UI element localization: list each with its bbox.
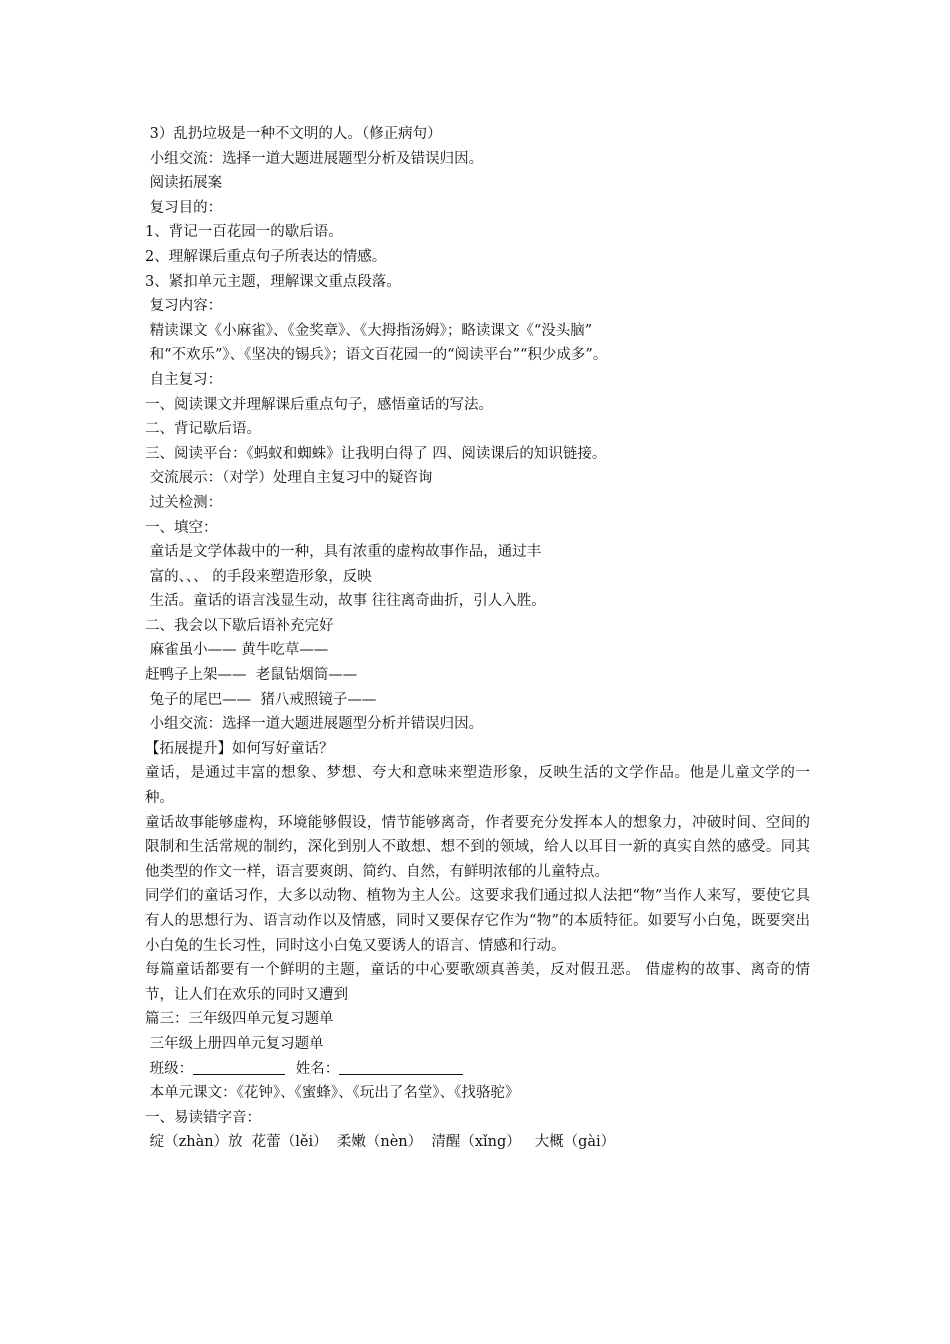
text-line-15: 交流展示：（对学）处理自主复习中的疑咨询 xyxy=(145,470,433,487)
text-line-9: 精读课文《小麻雀》、《金奖章》、《大拇指汤姆》；略读课文《“没头脑” xyxy=(145,322,593,339)
paragraph-3: 同学们的童话习作，大多以动物、植物为主人公。这要求我们通过拟人法把“物”当作人来写，要使它具有人的思想行为、语言动作以及情感，同时又要保存它作为“物”的本质特征。如要写小白兔，既要突出小白兔的生长习性，同时这小白兔又要诱人的语言、情感和行动。 xyxy=(145,888,810,954)
text-line-24: 兔子的尾巴—— 猪八戒照镜子—— xyxy=(145,691,377,708)
text-line-3: 阅读拓展案 xyxy=(145,175,223,192)
paragraph-4: 每篇童话都要有一个鲜明的主题，童话的中心要歌颂真善美，反对假丑恶。 借虚构的故事、离奇的情节，让人们在欢乐的同时又遭到 xyxy=(145,962,810,1003)
text-line-23: 赶鸭子上架—— 老鼠钻烟筒—— xyxy=(145,667,358,684)
text-line-19: 富的、、、 的手段来塑造形象，反映 xyxy=(145,568,372,585)
text-line-1: 3）乱扔垃圾是一种不文明的人。（修正病句） xyxy=(145,126,442,142)
name-label: 姓名： xyxy=(291,1060,340,1077)
text-line-25: 小组交流：选择一道大题进展题型分析并错误归因。 xyxy=(145,716,484,733)
text-line-11: 自主复习： xyxy=(145,371,223,388)
text-line-20: 生活。童话的语言浅显生动，故事 往往离奇曲折，引人入胜。 xyxy=(145,593,546,610)
text-line-16: 过关检测： xyxy=(145,494,223,511)
text-line-12: 一、阅读课文并理解课后重点句子，感悟童话的写法。 xyxy=(145,396,493,413)
text-line-26: 【拓展提升】如何写好童话？ xyxy=(145,740,334,757)
text-line-5: 1、背记一百花园一的歇后语。 xyxy=(145,224,343,241)
class-name-row xyxy=(145,1057,810,1082)
section-heading: 篇三：三年级四单元复习题单 xyxy=(145,1011,334,1028)
document-page xyxy=(145,122,810,1155)
section-subtitle: 三年级上册四单元复习题单 xyxy=(145,1035,324,1052)
pinyin-line: 绽（zhàn）放 花蕾（lěi） 柔嫩（nèn） 清醒（xǐng） 大概（gài） xyxy=(145,1134,616,1151)
text-line-18: 童话是文学体裁中的一种，具有浓重的虚构故事作品，通过丰 xyxy=(145,544,542,561)
class-label: 班级： xyxy=(145,1060,194,1077)
text-line-21: 二、我会以下歇后语补充完好 xyxy=(145,617,334,634)
text-line-10: 和“不欢乐”》、《坚决的锡兵》；语文百花园一的“阅读平台”“积少成多”。 xyxy=(145,347,608,364)
text-line-17: 一、填空： xyxy=(145,519,218,536)
text-line-7: 3、紧扣单元主题，理解课文重点段落。 xyxy=(145,273,401,290)
text-line-14: 三、阅读平台：《蚂蚁和蜘蛛》让我明白得了 四、阅读课后的知识链接。 xyxy=(145,445,607,462)
text-line-8: 复习内容： xyxy=(145,298,223,315)
text-line-13: 二、背记歇后语。 xyxy=(145,421,261,438)
text-line-6: 2、理解课后重点句子所表达的情感。 xyxy=(145,248,387,265)
section-one-heading: 一、易读错字音： xyxy=(145,1109,261,1126)
class-blank[interactable] xyxy=(193,1058,285,1075)
text-line-22: 麻雀虽小—— 黄牛吃草—— xyxy=(145,642,329,659)
paragraph-2: 童话故事能够虚构，环境能够假设，情节能够离奇，作者要充分发挥本人的想象力，冲破时间、空间的限制和生活常规的制约，深化到别人不敢想、想不到的领域，给人以耳目一新的真实自然的感受。同其他类型的作文一样，语言要爽朗、简约、自然，有鲜明浓郁的儿童特点。 xyxy=(145,814,810,880)
name-blank[interactable] xyxy=(339,1058,463,1075)
paragraph-1: 童话，是通过丰富的想象、梦想、夸大和意味来塑造形象，反映生活的文学作品。他是儿童文学的一种。 xyxy=(145,765,810,807)
text-line-4: 复习目的： xyxy=(145,199,223,216)
unit-texts: 本单元课文：《花钟》、《蜜蜂》、《玩出了名堂》、《找骆驼》 xyxy=(145,1085,520,1102)
text-line-2: 小组交流：选择一道大题进展题型分析及错误归因。 xyxy=(145,150,484,167)
